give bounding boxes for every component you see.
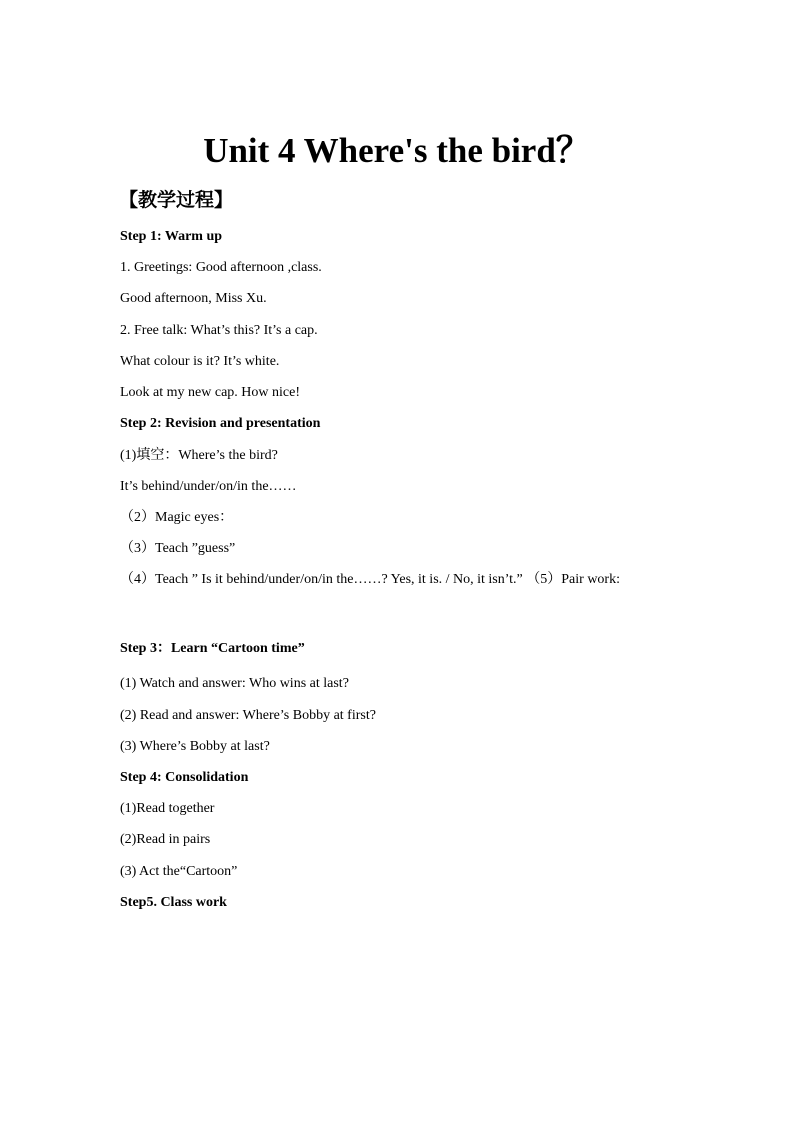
magic-eyes-line: （2）Magic eyes：	[120, 510, 234, 525]
colour-line: What colour is it? It’s white.	[120, 354, 280, 369]
act-cartoon-line: (3) Act the“Cartoon”	[120, 864, 238, 879]
page-title: Unit 4 Where's the bird？	[203, 131, 591, 170]
step-3-heading: Step 3：Learn “Cartoon time”	[120, 641, 305, 656]
read-together-line: (1)Read together	[120, 801, 215, 816]
step-1-heading: Step 1: Warm up	[120, 229, 223, 244]
greetings-line: 1. Greetings: Good afternoon ,class.	[120, 260, 322, 275]
bobby-last-line: (3) Where’s Bobby at last?	[120, 739, 270, 754]
read-pairs-line: (2)Read in pairs	[120, 832, 211, 847]
step-2-heading: Step 2: Revision and presentation	[120, 416, 321, 431]
greetings-reply-line: Good afternoon, Miss Xu.	[120, 291, 267, 306]
teach-guess-line: （3）Teach ”guess”	[120, 541, 236, 556]
watch-answer-line: (1) Watch and answer: Who wins at last?	[120, 676, 349, 691]
read-answer-line: (2) Read and answer: Where’s Bobby at first?	[120, 708, 376, 723]
step-4-heading: Step 4: Consolidation	[120, 770, 249, 785]
section-heading: 【教学过程】	[119, 189, 234, 211]
new-cap-line: Look at my new cap. How nice!	[120, 385, 300, 400]
free-talk-line: 2. Free talk: What’s this? It’s a cap.	[120, 323, 318, 338]
fill-blank-line: (1)填空：Where’s the bird?	[120, 448, 278, 463]
teach-question-paragraph: （4）Teach ” Is it behind/under/on/in the……? Yes, it is. / No, it isn’t.” （5）Pair work:	[120, 572, 620, 587]
behind-under-line: It’s behind/under/on/in the……	[120, 479, 297, 494]
step-5-heading: Step5. Class work	[120, 895, 227, 910]
